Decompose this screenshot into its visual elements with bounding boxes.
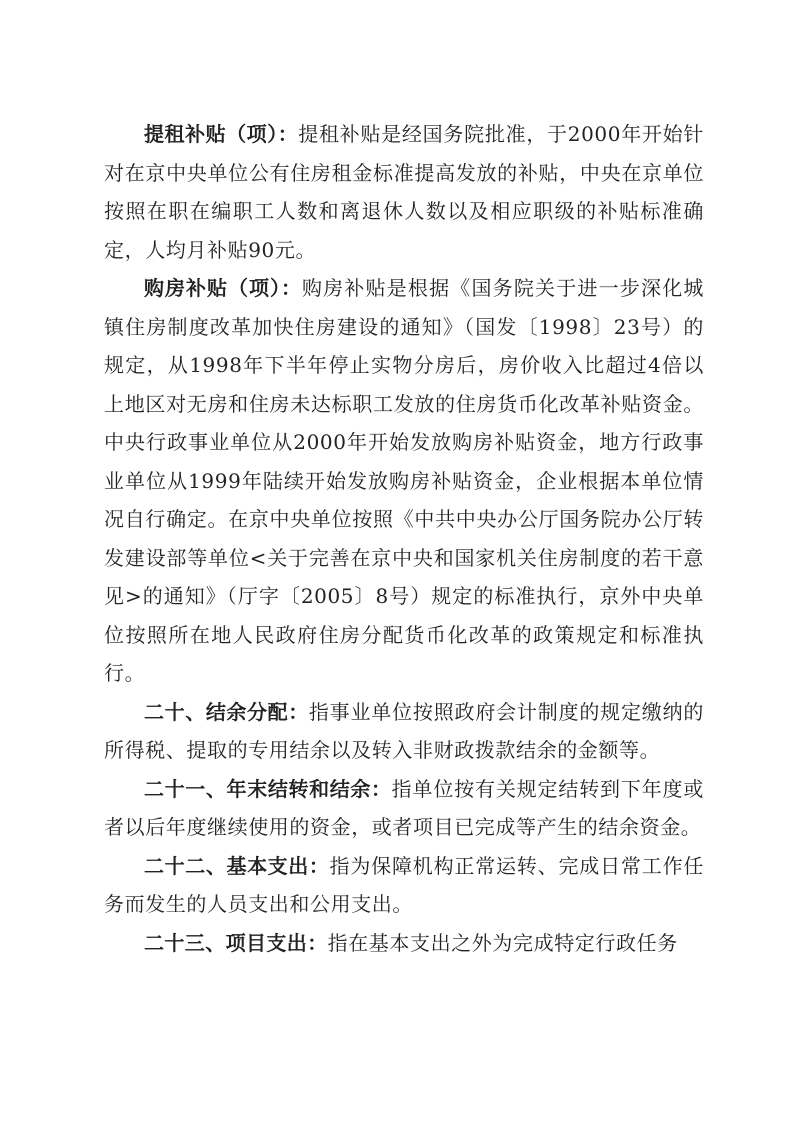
document-body — [104, 115, 704, 962]
definition-year-end-carryover: 指单位按有关规定结转到下年度或者以后年度继续使用的资金，或者项目已完成等产生的结余资金。 — [104, 776, 704, 839]
paragraph-project-expenditure — [104, 924, 704, 963]
definition-housing-purchase-subsidy: 购房补贴是根据《国务院关于进一步深化城镇住房制度改革加快住房建设的通知》（国发〔1998〕23号）的规定，从1998年下半年停止实物分房后，房价收入比超过4倍以上地区对无房和住房未达标职工发放的住房货币化改革补贴资金。中央行政事业单位从2000年开始发放购房补贴资金，地方行政事业单位从1999年陆续开始发放购房补贴资金，企业根据本单位情况自行确定。在京中央单位按照《中共中央办公厅国务院办公厅转发建设部等单位<关于完善在京中央和国家机关住房制度的若干意见>的通知》（厅字〔2005〕8号）规定的标准执行，京外中央单位按照所在地人民政府住房分配货币化改革的政策规定和标准执行。 — [104, 276, 704, 685]
paragraph-rent-subsidy — [104, 115, 704, 269]
term-year-end-carryover: 二十一、年末结转和结余： — [144, 776, 392, 801]
definition-rent-subsidy: 提租补贴是经国务院批准，于2000年开始针对在京中央单位公有住房租金标准提高发放的补贴，中央在京单位按照在职在编职工人数和离退休人数以及相应职级的补贴标准确定，人均月补贴90元。 — [104, 122, 705, 262]
definition-project-expenditure: 指在基本支出之外为完成特定行政任务 — [327, 930, 678, 955]
paragraph-housing-purchase-subsidy — [104, 269, 704, 693]
definition-basic-expenditure: 指为保障机构正常运转、完成日常工作任务而发生的人员支出和公用支出。 — [104, 853, 704, 916]
term-basic-expenditure: 二十二、基本支出： — [144, 853, 330, 878]
term-rent-subsidy: 提租补贴（项）： — [144, 122, 299, 146]
paragraph-surplus-distribution — [104, 693, 704, 770]
term-surplus-distribution: 二十、结余分配： — [144, 699, 309, 724]
term-housing-purchase-subsidy: 购房补贴（项）： — [144, 276, 302, 300]
paragraph-basic-expenditure — [104, 847, 704, 924]
term-project-expenditure: 二十三、项目支出： — [144, 930, 328, 955]
paragraph-year-end-carryover — [104, 770, 704, 847]
definition-surplus-distribution: 指事业单位按照政府会计制度的规定缴纳的所得税、提取的专用结余以及转入非财政拨款结余的金额等。 — [104, 699, 704, 762]
